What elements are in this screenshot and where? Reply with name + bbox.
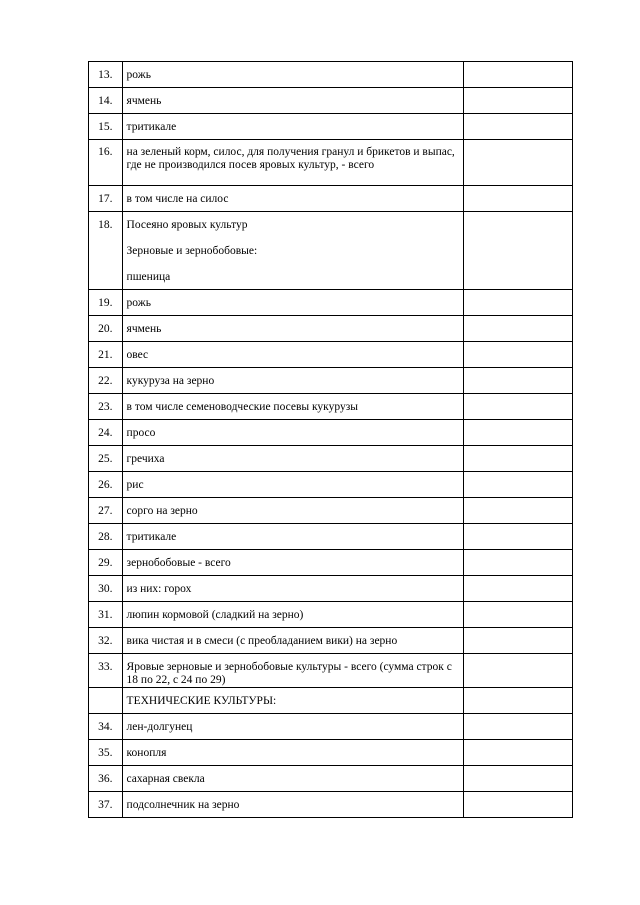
row-number: 37. <box>89 792 123 818</box>
subsection-heading: Зерновые и зернобобовые: <box>126 245 258 257</box>
row-number: 33. <box>89 654 123 688</box>
row-number: 31. <box>89 602 123 628</box>
row-value-cell[interactable] <box>464 186 573 212</box>
row-label: овес <box>122 342 464 368</box>
row-number: 13. <box>89 62 123 88</box>
row-value-cell[interactable] <box>464 114 573 140</box>
row-value-cell[interactable] <box>464 766 573 792</box>
row-number: 18. <box>89 212 123 290</box>
table-row <box>89 62 573 88</box>
crop-area-table <box>88 61 573 818</box>
table-row <box>89 114 573 140</box>
table-row <box>89 472 573 498</box>
row-value-cell[interactable] <box>464 688 573 714</box>
row-label: вика чистая и в смеси (с преобладанием вики) на зерно <box>122 628 464 654</box>
table-row <box>89 766 573 792</box>
table-row <box>89 740 573 766</box>
row-number: 30. <box>89 576 123 602</box>
table-row <box>89 550 573 576</box>
table-row <box>89 140 573 186</box>
row-number: 27. <box>89 498 123 524</box>
table-row <box>89 394 573 420</box>
table-row <box>89 88 573 114</box>
row-number: 28. <box>89 524 123 550</box>
row-value-cell[interactable] <box>464 212 573 290</box>
row-value-cell[interactable] <box>464 446 573 472</box>
table-row <box>89 290 573 316</box>
row-value-cell[interactable] <box>464 62 573 88</box>
row-label: сорго на зерно <box>122 498 464 524</box>
row-value-cell[interactable] <box>464 550 573 576</box>
row-number: 21. <box>89 342 123 368</box>
row-label: люпин кормовой (сладкий на зерно) <box>122 602 464 628</box>
row-value-cell[interactable] <box>464 472 573 498</box>
table-row <box>89 446 573 472</box>
row-value-cell[interactable] <box>464 740 573 766</box>
table-row <box>89 342 573 368</box>
row-number: 34. <box>89 714 123 740</box>
row-value-cell[interactable] <box>464 420 573 446</box>
row-label: рис <box>122 472 464 498</box>
table-row <box>89 524 573 550</box>
row-label: ячмень <box>122 88 464 114</box>
row-value-cell[interactable] <box>464 290 573 316</box>
row-number: 29. <box>89 550 123 576</box>
row-value-cell[interactable] <box>464 342 573 368</box>
row-number: 36. <box>89 766 123 792</box>
row-value-cell[interactable] <box>464 602 573 628</box>
row-label: лен-долгунец <box>122 714 464 740</box>
row-number: 24. <box>89 420 123 446</box>
row-value-cell[interactable] <box>464 316 573 342</box>
row-value-cell[interactable] <box>464 714 573 740</box>
row-number: 15. <box>89 114 123 140</box>
section-heading: Посеяно яровых культур <box>126 219 248 231</box>
row-value-cell[interactable] <box>464 654 573 688</box>
table-row <box>89 420 573 446</box>
row-number <box>89 688 123 714</box>
row-number: 19. <box>89 290 123 316</box>
row-value-cell[interactable] <box>464 498 573 524</box>
table-row <box>89 316 573 342</box>
row-label: тритикале <box>122 524 464 550</box>
row-value-cell[interactable] <box>464 88 573 114</box>
row-label: подсолнечник на зерно <box>122 792 464 818</box>
row-label: на зеленый корм, силос, для получения гранул и брикетов и выпас, где не производился посев яровых культур, - всего <box>122 140 464 186</box>
row-label: рожь <box>122 62 464 88</box>
row-label: в том числе на силос <box>122 186 464 212</box>
table-row <box>89 602 573 628</box>
row-label: из них: горох <box>122 576 464 602</box>
row-label <box>122 212 464 290</box>
row-number: 14. <box>89 88 123 114</box>
row-value-cell[interactable] <box>464 140 573 186</box>
table-row <box>89 792 573 818</box>
row-value-cell[interactable] <box>464 368 573 394</box>
table-row <box>89 498 573 524</box>
row-number: 26. <box>89 472 123 498</box>
row-label: Яровые зерновые и зернобобовые культуры - всего (сумма строк с 18 по 22, с 24 по 29) <box>122 654 464 688</box>
row-number: 35. <box>89 740 123 766</box>
row-number: 23. <box>89 394 123 420</box>
table-row <box>89 628 573 654</box>
row-label: просо <box>122 420 464 446</box>
row-label: в том числе семеноводческие посевы кукурузы <box>122 394 464 420</box>
table-row <box>89 654 573 688</box>
row-label: кукуруза на зерно <box>122 368 464 394</box>
row-number: 16. <box>89 140 123 186</box>
row-label: ячмень <box>122 316 464 342</box>
row-number: 20. <box>89 316 123 342</box>
row-label: тритикале <box>122 114 464 140</box>
section-heading: ТЕХНИЧЕСКИЕ КУЛЬТУРЫ: <box>122 688 464 714</box>
table-row <box>89 714 573 740</box>
row-label: зернобобовые - всего <box>122 550 464 576</box>
row-value-cell[interactable] <box>464 394 573 420</box>
table-row <box>89 576 573 602</box>
row-label: гречиха <box>122 446 464 472</box>
row-label: конопля <box>122 740 464 766</box>
row-number: 22. <box>89 368 123 394</box>
table-row <box>89 368 573 394</box>
row-value-cell[interactable] <box>464 524 573 550</box>
row-label: пшеница <box>126 271 171 283</box>
row-number: 25. <box>89 446 123 472</box>
table-row <box>89 212 573 290</box>
row-value-cell[interactable] <box>464 628 573 654</box>
row-number: 17. <box>89 186 123 212</box>
table-row <box>89 186 573 212</box>
row-number: 32. <box>89 628 123 654</box>
row-label: рожь <box>122 290 464 316</box>
row-value-cell[interactable] <box>464 792 573 818</box>
row-value-cell[interactable] <box>464 576 573 602</box>
row-label: сахарная свекла <box>122 766 464 792</box>
table-row <box>89 688 573 714</box>
